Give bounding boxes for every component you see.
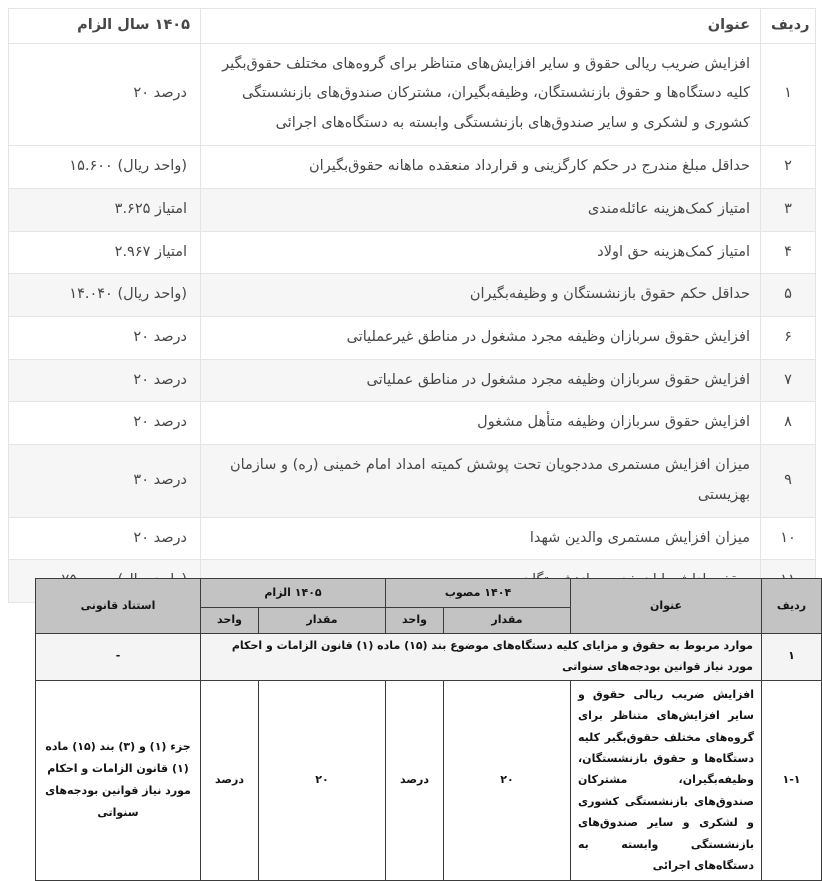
row-value: ۲۰ درصد [9,517,201,560]
detail-mosavab-meghdar: ۲۰ [444,680,571,880]
row-value: ۲۰ درصد [9,43,201,145]
row-num: ۹ [761,445,816,517]
row-num: ۲ [761,145,816,188]
table-row [9,145,816,188]
row-value: ۲.۹۶۷ امتیاز [9,231,201,274]
row-num: ۸ [761,402,816,445]
section-num: ۱ [762,633,822,680]
row-num: ۱ [761,43,816,145]
row-value: ۲۰ درصد [9,359,201,402]
table-row [9,402,816,445]
row-num: ۶ [761,317,816,360]
table2-subheader-meghdar: مقدار [259,608,386,634]
detail-elzam-meghdar: ۲۰ [259,680,386,880]
table-row [9,445,816,517]
table2-header-row-1 [36,579,822,608]
detail-num: ۱-۱ [762,680,822,880]
table1-header-title: عنوان [201,9,761,44]
detail-row [36,680,822,880]
row-title: امتیاز کمک‌هزینه حق اولاد [201,231,761,274]
row-value: ۲۰ درصد [9,402,201,445]
row-title: حداقل مبلغ مندرج در حکم کارگزینی و قرارداد منعقده ماهانه حقوق‌بگیران [201,145,761,188]
table-row [9,231,816,274]
row-value: ۲۰ درصد [9,317,201,360]
section-estenad: - [36,633,201,680]
table-row [9,359,816,402]
table1-header-num: ردیف [761,9,816,44]
row-title: افزایش حقوق سربازان وظیفه متأهل مشغول [201,402,761,445]
row-value: ۳۰ درصد [9,445,201,517]
table2-header-title: عنوان [571,579,762,634]
table1-header-row [9,9,816,44]
row-title: میزان افزایش مستمری والدین شهدا [201,517,761,560]
section-row [36,633,822,680]
row-title: افزایش ضریب ریالی حقوق و سایر افزایش‌های متناظر برای گروه‌های مختلف حقوق‌بگیر کلیه دستگاه‌ها و حقوق بازنشستگان، وظیفه‌بگیران، مشترکان صندوق‌های بازنشستگی کشوری و لشکری و سایر صندوق‌های بازنشستگی وابسته به دستگاه‌های اجرائی [201,43,761,145]
table1-header-value: الزام سال ۱۴۰۵ [9,9,201,44]
row-num: ۳ [761,188,816,231]
table-row [9,43,816,145]
row-num: ۵ [761,274,816,317]
row-num: ۴ [761,231,816,274]
table-row [9,274,816,317]
table2-header-mosavab-1404: مصوب ۱۴۰۴ [386,579,571,608]
row-title: افزایش حقوق سربازان وظیفه مجرد مشغول در مناطق غیرعملیاتی [201,317,761,360]
table-row [9,317,816,360]
row-value: ۱۴.۰۴۰ (واحد ریال) [9,274,201,317]
table-row [9,517,816,560]
row-value: ۳.۶۲۵ امتیاز [9,188,201,231]
section-title: موارد مربوط به حقوق و مزایای کلیه دستگاه‌های موضوع بند (۱۵) ماده (۱) قانون الزامات و احکام مورد نیاز قوانین بودجه‌های سنواتی [201,633,762,680]
table2-subheader-vahed: واحد [386,608,444,634]
table2-header-elzam-1405: الزام ۱۴۰۵ [201,579,386,608]
row-num: ۷ [761,359,816,402]
table2-header-estenad: استناد قانونی [36,579,201,634]
row-value: ۱۵.۶۰۰ (واحد ریال) [9,145,201,188]
table2-header-num: ردیف [762,579,822,634]
row-num: ۱۰ [761,517,816,560]
detail-elzam-vahed: درصد [201,680,259,880]
detail-mosavab-vahed: درصد [386,680,444,880]
detail-title: افزایش ضریب ریالی حقوق و سایر افزایش‌های متناظر برای گروه‌های مختلف حقوق‌بگیر کلیه دستگاه‌ها و حقوق بازنشستگان، وظیفه‌بگیران، مشترکان صندوق‌های بازنشستگی کشوری و لشکری و سایر صندوق‌های بازنشستگی وابسته به دستگاه‌های اجرائی [571,680,762,880]
row-title: امتیاز کمک‌هزینه عائله‌مندی [201,188,761,231]
row-title: افزایش حقوق سربازان وظیفه مجرد مشغول در مناطق عملیاتی [201,359,761,402]
row-title: میزان افزایش مستمری مددجویان تحت پوشش کمیته امداد امام خمینی (ره) و سازمان بهزیستی [201,445,761,517]
requirements-table-1405 [8,8,816,603]
official-law-table [35,578,822,881]
row-title: حداقل حکم حقوق بازنشستگان و وظیفه‌بگیران [201,274,761,317]
detail-estenad: جزء (۱) و (۳) بند (۱۵) ماده (۱) قانون الزامات و احکام مورد نیاز قوانین بودجه‌های سنواتی [36,680,201,880]
table-row [9,188,816,231]
table2-subheader-vahed: واحد [201,608,259,634]
table2-subheader-meghdar: مقدار [444,608,571,634]
